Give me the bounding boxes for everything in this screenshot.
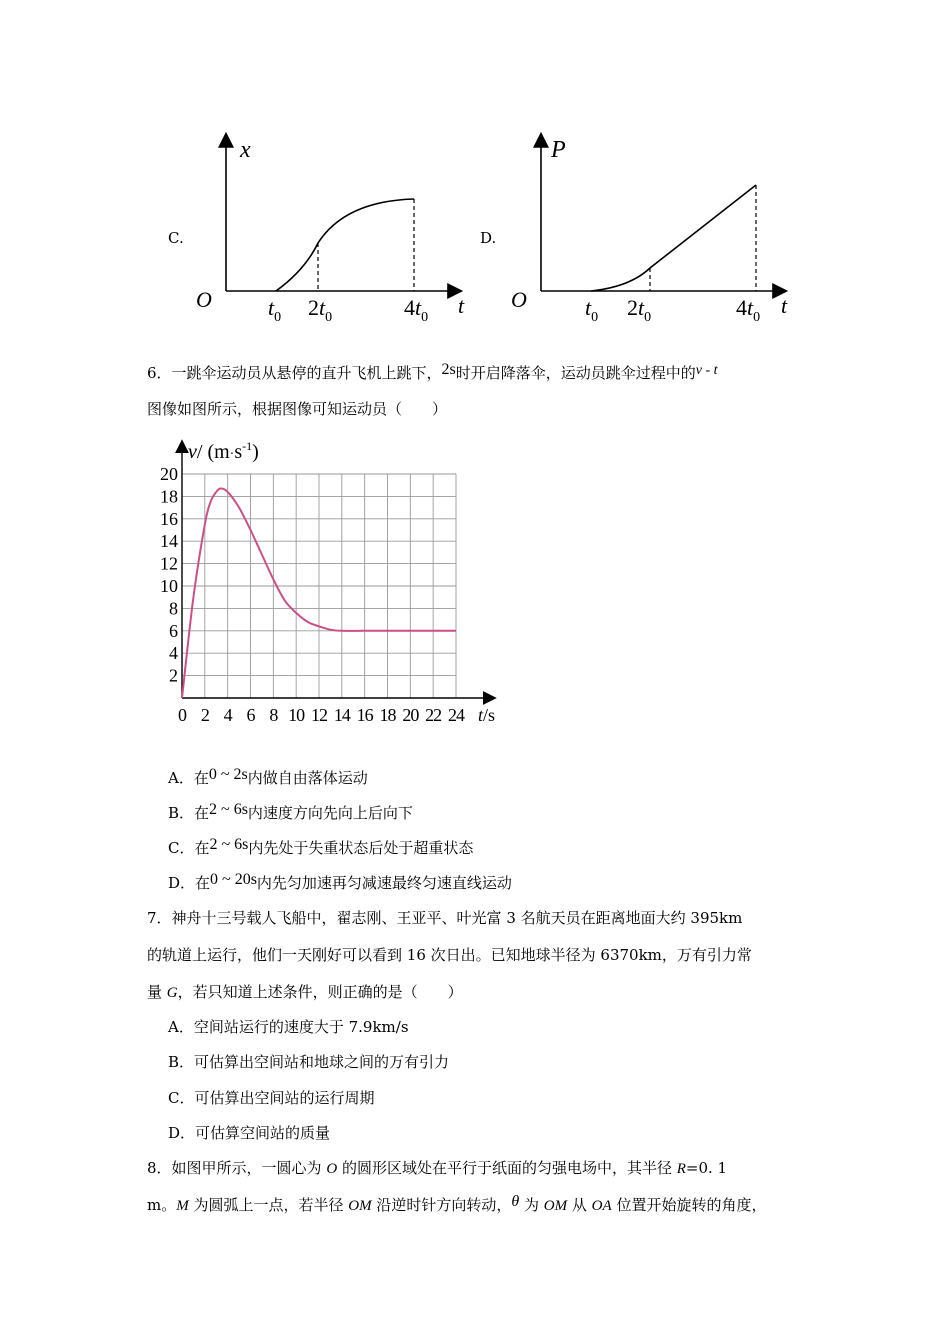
q6-option-a [168, 768, 368, 789]
graph-c-tick-t0: $t_0$ [268, 295, 282, 325]
vt-x-tick-label: 6 [246, 705, 255, 725]
q6-stem-vt: v - t [695, 363, 718, 378]
q8-line2-a: m。 [147, 1196, 177, 1214]
q6-option-b-label: B．在 [168, 804, 210, 822]
vt-x-tick-label: 12 [311, 705, 327, 725]
graph-c-y-label: x [240, 137, 251, 163]
graph-c-origin: O [196, 287, 212, 312]
graph-d [505, 125, 805, 340]
q8-line2-OM2: OM [543, 1198, 568, 1214]
q7-option-b: B．可估算出空间站和地球之间的万有引力 [168, 1053, 450, 1071]
q7-line3 [147, 982, 463, 1003]
graph-d-tick-t0: $t_0$ [585, 295, 599, 325]
vt-y-tick-label: 6 [169, 620, 178, 641]
q6-option-b [168, 803, 413, 824]
q7-line2: 的轨道上运行，他们一天刚好可以看到 16 次日出。已知地球半径为 6370km，万有引力常 [147, 946, 752, 964]
graph-c-tick-2t0: $2t_0$ [308, 295, 333, 325]
q7-option-a: A．空间站运行的速度大于 7.9km/s [168, 1018, 409, 1036]
graph-c-tick-4t0: $4t_0$ [404, 295, 429, 325]
vt-y-tick-label: 12 [160, 553, 178, 574]
q6-option-a-text: 内做自由落体运动 [247, 769, 368, 787]
option-c-label: C. [168, 229, 184, 247]
graph-c [190, 125, 480, 340]
vt-y-tick-label: 10 [160, 576, 178, 596]
vt-x-tick-label: 2 [200, 705, 209, 725]
q6-option-d-text: 内先匀加速再匀减速最终匀速直线运动 [256, 874, 512, 892]
vt-x-axis-label: t/s [478, 705, 496, 725]
q8-line1-R: R [676, 1161, 686, 1177]
q8-line2-M: M [176, 1198, 189, 1214]
q8-line2 [147, 1195, 766, 1216]
vt-x-tick-label: 0 [178, 705, 186, 725]
vt-x-tick-label: 16 [356, 705, 373, 725]
q6-stem-line1 [147, 363, 718, 385]
vt-x-tick-label: 4 [223, 705, 232, 725]
vt-y-tick-label: 16 [160, 508, 178, 529]
q8-line1 [147, 1158, 727, 1179]
vt-x-tick-label: 10 [288, 705, 305, 725]
vt-y-tick-label: 2 [169, 665, 178, 686]
vt-chart [140, 430, 510, 730]
vt-x-tick-label: 14 [333, 705, 350, 725]
q6-stem-part2: 时开启降落伞，运动员跳伞过程中的 [455, 364, 696, 382]
q6-option-a-label: A．在 [168, 769, 209, 787]
q6-option-c [168, 838, 473, 859]
vt-x-tick-label: 18 [379, 705, 396, 725]
q6-stem-line2: 图像如图所示，根据图像可知运动员（ ） [147, 400, 448, 418]
q8-line2-theta: θ [511, 1193, 520, 1210]
q6-option-c-range: 2 ~ 6s [209, 836, 249, 853]
q6-stem-part1: 6．一跳伞运动员从悬停的直升飞机上跳下， [147, 364, 442, 382]
q8-line2-b: 为圆弧上一点，若半径 [188, 1196, 349, 1214]
vt-y-tick-label: 18 [160, 486, 178, 507]
vt-y-tick-label: 8 [169, 598, 178, 619]
q7-line3-a: 量 [147, 983, 167, 1001]
q8-line2-c: 沿逆时针方向转动， [371, 1196, 512, 1214]
q6-option-a-range: 0 ~ 2s [208, 766, 248, 783]
q7-line3-b: ，若只知道上述条件，则正确的是（ ） [177, 983, 463, 1001]
vt-x-tick-label: 24 [448, 705, 464, 725]
q8-line2-f: 位置开始旋转的角度， [611, 1196, 767, 1214]
q8-line2-OM: OM [348, 1198, 372, 1214]
q8-line2-d: 为 [519, 1196, 544, 1214]
vt-y-tick-label: 14 [160, 531, 178, 552]
q6-option-d-label: D．在 [168, 874, 211, 892]
q6-option-c-label: C．在 [168, 839, 210, 857]
q7-line3-G: G [166, 985, 178, 1001]
vt-x-tick-label: 20 [402, 705, 419, 725]
vt-y-axis-label: v/ $(m\cdot s^{-1})$ [188, 439, 259, 463]
graph-d-tick-4t0: $4t_0$ [736, 295, 761, 325]
vt-y-tick-label: 20 [160, 464, 178, 484]
vt-x-tick-label: 22 [425, 705, 442, 725]
q6-option-b-text: 内速度方向先向上后向下 [247, 804, 413, 822]
q6-option-c-text: 内先处于失重状态后处于超重状态 [248, 839, 474, 857]
q8-line1-c: =0. 1 [685, 1159, 728, 1177]
graph-d-x-label: t [781, 293, 788, 318]
q8-line2-OA: OA [591, 1198, 612, 1214]
q7-option-c: C．可估算出空间站的运行周期 [168, 1089, 375, 1107]
vt-grid [182, 474, 456, 698]
q8-line2-e: 从 [567, 1196, 592, 1214]
q6-option-b-range: 2 ~ 6s [209, 801, 248, 818]
q6-stem-time: 2s [441, 361, 456, 378]
q6-option-d-range: 0 ~ 20s [210, 871, 257, 888]
graph-d-origin: O [511, 287, 527, 312]
q8-line1-b: 的圆形区域处在平行于纸面的匀强电场中，其半径 [337, 1159, 677, 1177]
q8-line1-O: O [326, 1161, 338, 1177]
vt-y-tick-label: 4 [169, 643, 178, 664]
q6-option-d [168, 873, 512, 894]
q8-line1-a: 8．如图甲所示，一圆心为 [147, 1159, 327, 1177]
graph-c-x-label: t [458, 293, 465, 318]
graph-d-tick-2t0: $2t_0$ [627, 295, 652, 325]
vt-x-tick-label: 8 [269, 705, 278, 725]
q7-option-d: D．可估算空间站的质量 [168, 1124, 331, 1142]
q7-line1: 7．神舟十三号载人飞船中，翟志刚、王亚平、叶光富 3 名航天员在距离地面大约 395km [147, 909, 743, 927]
graph-d-y-label: P [551, 137, 566, 163]
option-d-label: D. [480, 229, 497, 247]
